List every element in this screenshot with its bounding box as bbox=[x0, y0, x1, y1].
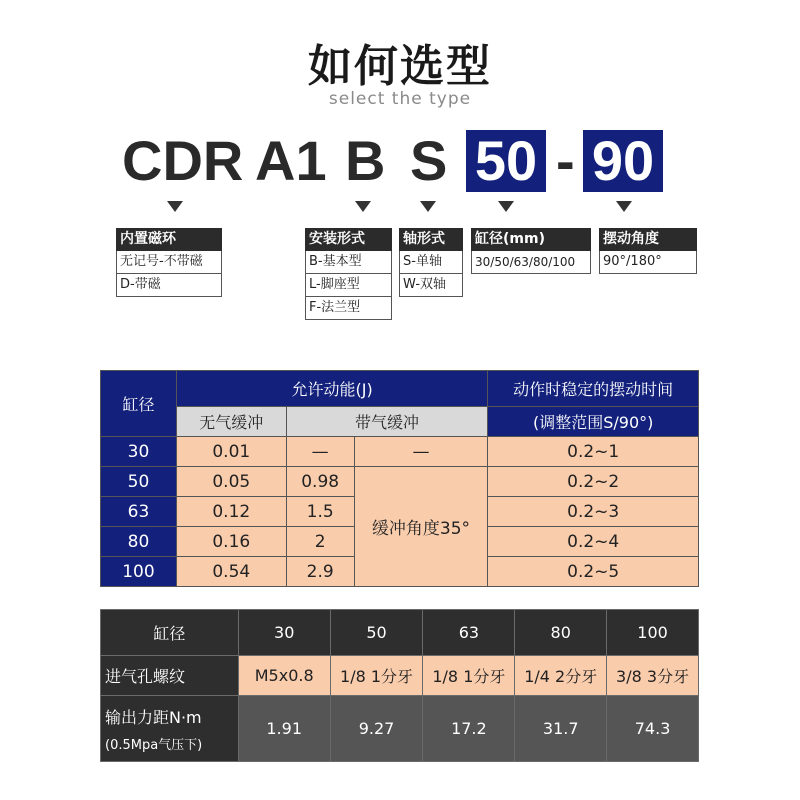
spec-header-label: 缸径 bbox=[101, 610, 239, 656]
cushion-cell: 2.9 bbox=[286, 557, 354, 587]
energy-col-time-line2: (调整范围S/90°) bbox=[488, 407, 699, 437]
spec-torque-cell: 1.91 bbox=[238, 696, 330, 762]
legend-shaft bbox=[399, 228, 463, 297]
no-cushion-cell: 0.16 bbox=[176, 527, 286, 557]
legend-bore-title: 缸径(mm) bbox=[471, 228, 591, 251]
table-row bbox=[101, 437, 699, 467]
arrow-down-icon bbox=[498, 201, 514, 212]
spec-bore-cell: 80 bbox=[515, 610, 607, 656]
legend-mount-row: L-脚座型 bbox=[305, 274, 392, 297]
legend-angle bbox=[599, 228, 697, 274]
energy-col-energy: 允许动能(J) bbox=[176, 371, 487, 407]
page-subtitle: select the type bbox=[328, 89, 472, 109]
cushion-cell: 2 bbox=[286, 527, 354, 557]
legend-bore bbox=[471, 228, 591, 274]
time-cell: 0.2~4 bbox=[488, 527, 699, 557]
no-cushion-cell: 0.54 bbox=[176, 557, 286, 587]
legend-mount bbox=[305, 228, 392, 320]
legend-shaft-row: W-双轴 bbox=[399, 274, 463, 297]
arrow-down-icon bbox=[420, 201, 436, 212]
arrow-down-icon bbox=[616, 201, 632, 212]
energy-col-time-line1: 动作时稳定的摆动时间 bbox=[488, 371, 699, 407]
cushion-cell: 0.98 bbox=[286, 467, 354, 497]
energy-col-bore: 缸径 bbox=[101, 371, 177, 437]
bore-cell: 50 bbox=[101, 467, 177, 497]
arrow-down-icon bbox=[167, 201, 183, 212]
legend-magnet-row: D-带磁 bbox=[116, 274, 222, 297]
cushion-angle-cell: 缓冲角度35° bbox=[354, 467, 488, 587]
spec-thread-cell: 1/8 1分牙 bbox=[423, 656, 515, 696]
code-bore: 50 bbox=[466, 130, 546, 192]
spec-torque-label-line2: (0.5Mpa气压下) bbox=[105, 737, 203, 753]
bore-cell: 30 bbox=[101, 437, 177, 467]
spec-torque-label bbox=[101, 696, 239, 762]
code-angle: 90 bbox=[583, 130, 663, 192]
code-variant: A1 bbox=[255, 129, 327, 192]
spec-thread-cell: 1/4 2分牙 bbox=[515, 656, 607, 696]
no-cushion-cell: 0.12 bbox=[176, 497, 286, 527]
time-cell: 0.2~1 bbox=[488, 437, 699, 467]
legend-shaft-row: S-单轴 bbox=[399, 251, 463, 274]
spec-torque-label-line1: 输出力距N·m bbox=[105, 707, 202, 727]
time-cell: 0.2~3 bbox=[488, 497, 699, 527]
energy-col-no-cushion: 无气缓冲 bbox=[176, 407, 286, 437]
spec-bore-cell: 100 bbox=[607, 610, 699, 656]
code-series: CDR bbox=[122, 129, 244, 192]
bore-cell: 63 bbox=[101, 497, 177, 527]
legend-mount-row: F-法兰型 bbox=[305, 297, 392, 320]
legend-bore-row: 30/50/63/80/100 bbox=[471, 251, 591, 274]
legend-shaft-title: 轴形式 bbox=[399, 228, 463, 251]
code-mount: B bbox=[345, 129, 386, 192]
table-row bbox=[101, 467, 699, 497]
no-cushion-cell: 0.05 bbox=[176, 467, 286, 497]
spec-thread-cell: 3/8 3分牙 bbox=[607, 656, 699, 696]
legend-mount-title: 安装形式 bbox=[305, 228, 392, 251]
cushion-angle-cell: — bbox=[354, 437, 488, 467]
legend-mount-row: B-基本型 bbox=[305, 251, 392, 274]
arrow-down-icon bbox=[355, 201, 371, 212]
spec-bore-cell: 50 bbox=[330, 610, 423, 656]
legend-angle-row: 90°/180° bbox=[599, 251, 697, 274]
legend-magnet-title: 内置磁环 bbox=[116, 228, 222, 251]
spec-thread-label: 进气孔螺纹 bbox=[101, 656, 239, 696]
spec-table bbox=[100, 609, 699, 762]
time-cell: 0.2~5 bbox=[488, 557, 699, 587]
page-title: 如何选型 bbox=[308, 41, 492, 92]
spec-thread-cell: M5x0.8 bbox=[238, 656, 330, 696]
time-cell: 0.2~2 bbox=[488, 467, 699, 497]
spec-torque-cell: 74.3 bbox=[607, 696, 699, 762]
legend-angle-title: 摆动角度 bbox=[599, 228, 697, 251]
bore-cell: 100 bbox=[101, 557, 177, 587]
energy-col-cushion: 带气缓冲 bbox=[286, 407, 488, 437]
spec-torque-cell: 9.27 bbox=[330, 696, 423, 762]
code-dash: - bbox=[556, 129, 575, 192]
spec-torque-cell: 17.2 bbox=[423, 696, 515, 762]
spec-thread-cell: 1/8 1分牙 bbox=[330, 656, 423, 696]
spec-bore-cell: 63 bbox=[423, 610, 515, 656]
legend-magnet-row: 无记号-不带磁 bbox=[116, 251, 222, 274]
cushion-cell: 1.5 bbox=[286, 497, 354, 527]
no-cushion-cell: 0.01 bbox=[176, 437, 286, 467]
cushion-cell: — bbox=[286, 437, 354, 467]
spec-bore-cell: 30 bbox=[238, 610, 330, 656]
bore-cell: 80 bbox=[101, 527, 177, 557]
code-shaft: S bbox=[410, 129, 448, 192]
energy-table bbox=[100, 370, 699, 587]
legend-magnet bbox=[116, 228, 222, 297]
spec-torque-cell: 31.7 bbox=[515, 696, 607, 762]
